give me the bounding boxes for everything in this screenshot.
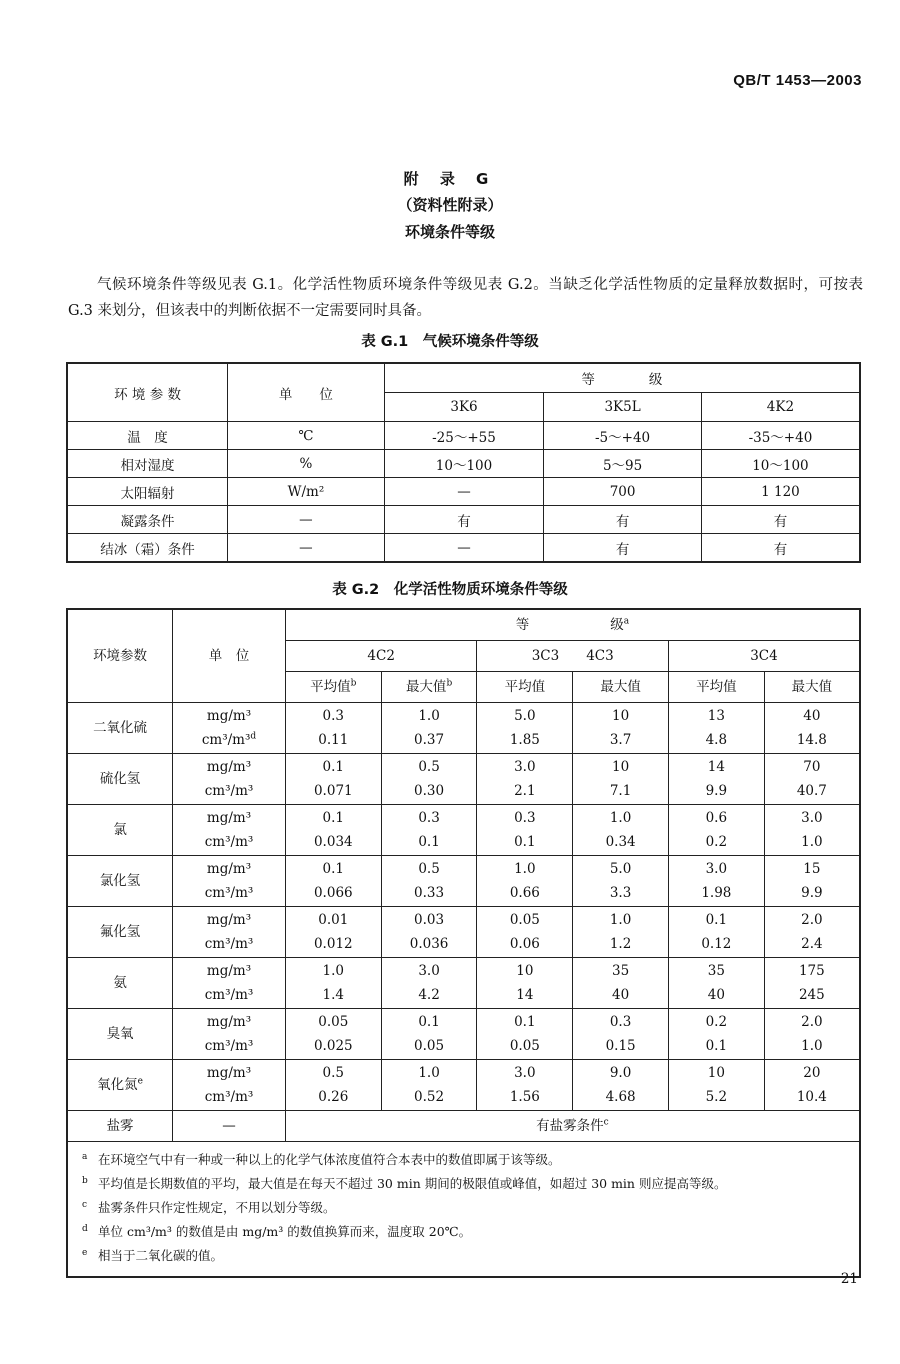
value-cell [764, 754, 860, 805]
value-cell: 有 [701, 534, 860, 563]
grade-header: 3K5L [544, 393, 702, 422]
unit-cell: ℃ [228, 422, 385, 450]
unit-mg: mg/m³ [206, 759, 252, 775]
value-mg: 10 [707, 1065, 725, 1081]
substance-name: 氟化氢 [99, 924, 141, 940]
value-mg: 0.1 [322, 810, 345, 826]
value-cm: 0.071 [313, 783, 353, 799]
value-mg: 0.3 [609, 1014, 632, 1030]
note-line [82, 1148, 851, 1172]
substance-name: 氯化氢 [99, 873, 141, 889]
grade-header: 4C2 [285, 641, 477, 672]
value-cm: 0.66 [509, 885, 540, 901]
value-mg: 1.0 [609, 912, 632, 928]
value-cm: 0.30 [414, 783, 445, 799]
substance-name: 臭氧 [106, 1026, 134, 1042]
value-cell [764, 907, 860, 958]
value-cell [764, 1060, 860, 1111]
value-cell [573, 805, 669, 856]
value-cell [573, 1060, 669, 1111]
footnote-mark: c [603, 1117, 609, 1128]
unit-mg: mg/m³ [206, 963, 252, 979]
unit-cm-text: cm³/m³ [204, 885, 254, 901]
value-cm: 0.11 [318, 732, 349, 748]
value-cm: 2.4 [801, 936, 823, 952]
value-cm: 0.37 [414, 732, 445, 748]
note-line [82, 1196, 851, 1220]
value-mg: 35 [707, 963, 725, 979]
value-cm: 0.1 [514, 834, 536, 850]
col-header-unit: 单 位 [228, 363, 385, 422]
value-cell: 有 [384, 506, 544, 534]
value-cell: — [384, 534, 544, 563]
value-cm: 40.7 [796, 783, 827, 799]
col-header-unit: 单 位 [173, 609, 286, 703]
unit-cell [173, 754, 286, 805]
value-mg: 2.0 [801, 912, 823, 928]
value-mg: 0.1 [418, 1014, 440, 1030]
value-cell [573, 1009, 669, 1060]
value-cell [573, 754, 669, 805]
col-header-param: 环 境 参 数 [67, 363, 228, 422]
value-cm: 0.012 [313, 936, 353, 952]
value-cell [764, 1009, 860, 1060]
value-cell [573, 856, 669, 907]
value-cell [668, 856, 764, 907]
table-row [67, 907, 860, 958]
page-number: 21 [840, 1271, 858, 1287]
value-mg: 3.0 [514, 1065, 536, 1081]
substance-name: 氧化氮 [97, 1077, 138, 1093]
value-cm: 2.1 [514, 783, 536, 799]
table-notes [67, 1142, 860, 1278]
footnote-mark: d [250, 731, 257, 742]
value-cell: 1 120 [701, 478, 860, 506]
value-cm: 0.05 [509, 1038, 540, 1054]
value-cm: 0.06 [509, 936, 540, 952]
value-mg: 15 [803, 861, 821, 877]
unit-cm [173, 1034, 285, 1058]
value-cell [477, 907, 573, 958]
param-cell: 相对湿度 [67, 450, 228, 478]
value-cm: 0.2 [705, 834, 728, 850]
note-mark: e [82, 1248, 88, 1258]
value-mg: 0.2 [705, 1014, 728, 1030]
value-mg: 1.0 [514, 861, 536, 877]
salt-fog-value: 有盐雾条件$^c$ [285, 1111, 860, 1142]
value-cell [285, 805, 381, 856]
grade-header: 3K6 [384, 393, 544, 422]
appendix-subtitle: （资料性附录） [397, 196, 503, 214]
value-cm: 1.0 [801, 1038, 823, 1054]
col-header-grade: 等 级 [384, 363, 860, 393]
substance-name: 氨 [113, 975, 127, 991]
value-cell [381, 1009, 477, 1060]
value-mg: 0.5 [418, 861, 440, 877]
value-cell [764, 856, 860, 907]
note-text: 单位 cm³/m³ 的数值是由 mg/m³ 的数值换算而来，温度取 20℃。 [98, 1224, 472, 1239]
value-cm: 0.05 [414, 1038, 445, 1054]
value-mg: 1.0 [322, 963, 345, 979]
substance-name: 二氧化硫 [93, 720, 148, 736]
value-mg: 1.0 [609, 810, 632, 826]
value-cm: 0.034 [313, 834, 353, 850]
value-cm: 10.4 [796, 1089, 827, 1105]
unit-cm-text: cm³/m³ [204, 1038, 254, 1054]
value-cell [764, 805, 860, 856]
unit-cell [173, 856, 286, 907]
unit-cell: — [228, 506, 385, 534]
value-mg: 10 [612, 759, 630, 775]
unit-cell [173, 1060, 286, 1111]
param-cell: 温 度 [67, 422, 228, 450]
param-cell: 太阳辐射 [67, 478, 228, 506]
value-cell: — [384, 478, 544, 506]
value-mg: 0.03 [414, 912, 445, 928]
unit-cm [173, 728, 285, 752]
table-row [67, 1060, 860, 1111]
value-mg: 0.05 [318, 1014, 349, 1030]
unit-mg: mg/m³ [206, 708, 252, 724]
table1-caption: 表 G.1 气候环境条件等级 [361, 334, 539, 350]
substance-name: 氯 [113, 822, 127, 838]
value-cell [285, 754, 381, 805]
intro-paragraph: 气候环境条件等级见表 G.1。化学活性物质环境条件等级见表 G.2。当缺乏化学活性物质的定量释放数据时，可按表 G.3 来划分，但该表中的判断依据不一定需要同时具备。 [68, 277, 863, 319]
value-cm: 40 [707, 987, 725, 1003]
value-cell [285, 703, 381, 754]
sub-header-avg: 平均值$^b$ [285, 672, 381, 703]
value-cm: 0.34 [605, 834, 636, 850]
value-mg: 0.1 [705, 912, 728, 928]
value-cell [764, 703, 860, 754]
value-mg: 0.5 [418, 759, 440, 775]
unit-mg: mg/m³ [206, 810, 252, 826]
value-cell: 700 [544, 478, 702, 506]
value-cm: 4.8 [705, 732, 728, 748]
value-cm: 0.12 [701, 936, 732, 952]
value-cell [668, 1009, 764, 1060]
value-mg: 9.0 [609, 1065, 632, 1081]
value-mg: 1.0 [418, 1065, 440, 1081]
value-mg: 1.0 [418, 708, 440, 724]
value-cell [381, 805, 477, 856]
value-cell [381, 1060, 477, 1111]
value-mg: 5.0 [514, 708, 536, 724]
value-mg: 14 [707, 759, 725, 775]
value-cell [285, 958, 381, 1009]
note-text: 盐雾条件只作定性规定，不用以划分等级。 [98, 1200, 336, 1215]
col-header-param: 环境参数 [67, 609, 173, 703]
unit-cell [173, 907, 286, 958]
chemical-table [66, 608, 861, 1278]
value-cell [477, 754, 573, 805]
note-text: 平均值是长期数值的平均，最大值是在每天不超过 30 min 期间的极限值或峰值，如超过 30 min 则应提高等级。 [98, 1176, 727, 1191]
value-cm: 0.1 [705, 1038, 728, 1054]
value-mg: 40 [803, 708, 821, 724]
value-cell: -25～+55 [384, 422, 544, 450]
value-cell: -35～+40 [701, 422, 860, 450]
table-row [67, 422, 860, 450]
value-cell: 有 [701, 506, 860, 534]
value-cell [668, 1060, 764, 1111]
value-cm: 0.036 [409, 936, 449, 952]
value-cm: 0.066 [313, 885, 353, 901]
appendix-title: 附 录 G [403, 170, 497, 188]
table-row [67, 856, 860, 907]
value-cell [381, 856, 477, 907]
table-row [67, 703, 860, 754]
value-cm: 4.68 [605, 1089, 636, 1105]
value-mg: 0.1 [322, 759, 345, 775]
value-mg: 0.01 [318, 912, 349, 928]
unit-mg: mg/m³ [206, 912, 252, 928]
value-cm: 0.33 [414, 885, 445, 901]
unit-cm-text: cm³/m³ [204, 1089, 254, 1105]
value-cell [285, 907, 381, 958]
value-cell [477, 1060, 573, 1111]
value-cm: 14 [516, 987, 534, 1003]
grade-header: 3C3 4C3 [477, 641, 669, 672]
unit-cm [173, 881, 285, 905]
note-mark: d [82, 1224, 88, 1234]
value-cell [285, 1009, 381, 1060]
value-mg: 3.0 [801, 810, 823, 826]
value-mg: 0.3 [514, 810, 536, 826]
col-header-grade: 等 级$^a$ [285, 609, 860, 641]
table2-caption: 表 G.2 化学活性物质环境条件等级 [332, 582, 568, 598]
value-cm: 5.2 [705, 1089, 728, 1105]
unit-cell [173, 958, 286, 1009]
value-mg: 5.0 [609, 861, 632, 877]
value-mg: 70 [803, 759, 821, 775]
value-cell [381, 907, 477, 958]
unit-cell: % [228, 450, 385, 478]
value-mg: 0.1 [322, 861, 345, 877]
unit-mg: mg/m³ [206, 861, 252, 877]
unit-cm [173, 830, 285, 854]
unit-cm-text: cm³/m³ [201, 732, 251, 748]
substance-cell [67, 754, 173, 805]
value-mg: 3.0 [418, 963, 440, 979]
value-cell [573, 703, 669, 754]
note-line [82, 1172, 851, 1196]
footnote-mark: a [623, 616, 630, 627]
value-cm: 1.98 [701, 885, 732, 901]
unit-cm-text: cm³/m³ [204, 834, 254, 850]
unit-cm [173, 932, 285, 956]
substance-cell [67, 856, 173, 907]
note-text: 相当于二氧化碳的值。 [98, 1248, 224, 1263]
unit-cell [173, 805, 286, 856]
unit-cell: — [228, 534, 385, 563]
value-cm: 0.26 [318, 1089, 349, 1105]
unit-cell [173, 1009, 286, 1060]
value-cell [573, 907, 669, 958]
note-mark: a [82, 1152, 88, 1162]
value-cell [477, 958, 573, 1009]
value-cm: 0.025 [313, 1038, 353, 1054]
value-mg: 35 [612, 963, 630, 979]
value-mg: 0.5 [322, 1065, 345, 1081]
value-mg: 20 [803, 1065, 821, 1081]
value-cell [668, 907, 764, 958]
value-cell: 5～95 [544, 450, 702, 478]
note-line [82, 1220, 851, 1244]
value-cell [573, 958, 669, 1009]
value-mg: 0.3 [418, 810, 440, 826]
note-line [82, 1244, 851, 1268]
value-cell [764, 958, 860, 1009]
value-cm: 14.8 [796, 732, 827, 748]
value-mg: 3.0 [514, 759, 536, 775]
value-cell [285, 856, 381, 907]
unit-cm [173, 1085, 285, 1109]
value-mg: 0.1 [514, 1014, 536, 1030]
table-row [67, 506, 860, 534]
unit-cm [173, 983, 285, 1007]
value-cell: 10～100 [384, 450, 544, 478]
value-cell: 有 [544, 506, 702, 534]
value-cell [285, 1060, 381, 1111]
sub-header-avg: 平均值 [668, 672, 764, 703]
value-cell [477, 703, 573, 754]
substance-cell [67, 1060, 173, 1111]
value-cm: 1.56 [509, 1089, 540, 1105]
value-mg: 10 [612, 708, 630, 724]
value-mg: 13 [707, 708, 725, 724]
table-row [67, 1009, 860, 1060]
value-cm: 40 [612, 987, 630, 1003]
substance-cell [67, 958, 173, 1009]
value-cell [668, 958, 764, 1009]
table-row [67, 754, 860, 805]
unit-cm-text: cm³/m³ [204, 783, 254, 799]
standard-code: QB/T 1453—2003 [733, 72, 862, 89]
value-cm: 9.9 [801, 885, 823, 901]
unit-mg: mg/m³ [206, 1014, 252, 1030]
value-cm: 1.2 [609, 936, 632, 952]
note-mark: c [82, 1200, 88, 1210]
table-row [67, 805, 860, 856]
value-cell [381, 754, 477, 805]
value-cm: 3.3 [609, 885, 632, 901]
appendix-name: 环境条件等级 [404, 223, 495, 241]
value-cell: 有 [544, 534, 702, 563]
value-cm: 245 [798, 987, 825, 1003]
value-mg: 175 [798, 963, 825, 979]
value-cell [381, 958, 477, 1009]
unit-cell: W/m² [228, 478, 385, 506]
table-row [67, 478, 860, 506]
salt-fog-unit: — [173, 1111, 286, 1142]
sub-header-max: 最大值$^b$ [381, 672, 477, 703]
substance-cell [67, 703, 173, 754]
value-cell [477, 856, 573, 907]
value-mg: 10 [516, 963, 534, 979]
grade-header: 3C4 [668, 641, 860, 672]
value-cm: 9.9 [705, 783, 728, 799]
table-row [67, 534, 860, 563]
table-row [67, 450, 860, 478]
param-cell: 凝露条件 [67, 506, 228, 534]
value-cell [668, 703, 764, 754]
unit-cell [173, 703, 286, 754]
value-cell [477, 805, 573, 856]
value-mg: 2.0 [801, 1014, 823, 1030]
footnote-mark: e [137, 1076, 143, 1087]
value-cell: 10～100 [701, 450, 860, 478]
value-cm: 1.4 [322, 987, 345, 1003]
unit-cm-text: cm³/m³ [204, 936, 254, 952]
climate-table [66, 362, 861, 563]
value-cm: 0.1 [418, 834, 440, 850]
substance-name: 硫化氢 [99, 771, 141, 787]
value-cm: 0.15 [605, 1038, 636, 1054]
value-mg: 0.6 [705, 810, 728, 826]
sub-header-max: 最大值 [573, 672, 669, 703]
table-row [67, 958, 860, 1009]
value-cell [477, 1009, 573, 1060]
substance-cell [67, 805, 173, 856]
note-mark: b [82, 1176, 88, 1186]
sub-header-avg: 平均值 [477, 672, 573, 703]
value-cm: 4.2 [418, 987, 440, 1003]
param-cell: 结冰（霜）条件 [67, 534, 228, 563]
salt-fog-name: 盐雾 [67, 1111, 173, 1142]
grade-header: 4K2 [701, 393, 860, 422]
value-cm: 1.85 [509, 732, 540, 748]
value-cell [668, 754, 764, 805]
value-cm: 3.7 [609, 732, 632, 748]
value-mg: 0.3 [322, 708, 345, 724]
value-cm: 0.52 [414, 1089, 445, 1105]
substance-cell [67, 907, 173, 958]
value-mg: 0.05 [509, 912, 540, 928]
footnote-mark: b [446, 678, 453, 689]
value-cm: 1.0 [801, 834, 823, 850]
value-cell [381, 703, 477, 754]
value-cm: 7.1 [609, 783, 632, 799]
value-cell: -5～+40 [544, 422, 702, 450]
unit-mg: mg/m³ [206, 1065, 252, 1081]
substance-cell [67, 1009, 173, 1060]
footnote-mark: b [350, 678, 357, 689]
value-mg: 3.0 [705, 861, 728, 877]
unit-cm [173, 779, 285, 803]
sub-header-max: 最大值 [764, 672, 860, 703]
unit-cm-text: cm³/m³ [204, 987, 254, 1003]
value-cell [668, 805, 764, 856]
note-text: 在环境空气中有一种或一种以上的化学气体浓度值符合本表中的数值即属于该等级。 [98, 1152, 561, 1167]
